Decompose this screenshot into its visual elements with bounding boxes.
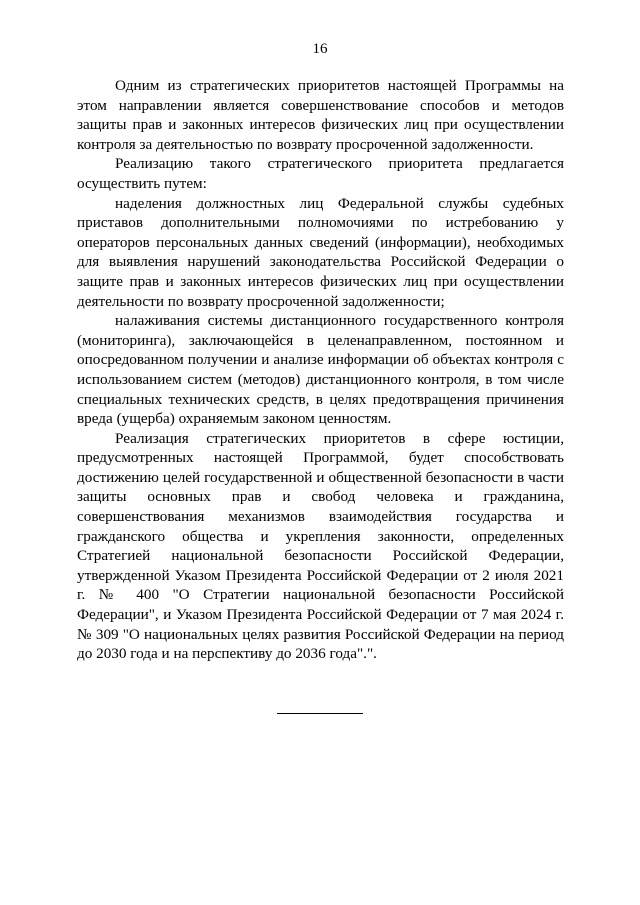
document-body — [77, 76, 564, 664]
page-number: 16 — [312, 41, 328, 57]
paragraph-security-goals: Реализация стратегических приоритетов в сфере юстиции, предусмотренных настоящей Программой, будет способствовать достижению целей государственной и общественной безопасности в части защиты основных прав и свобод человека и гражданина, совершенствования механизмов взаимодействия государства и гражданского общества и укрепления законности, определенных Стратегией национальной безопасности Российской Федерации, утвержденной Указом Президента Российской Федерации от 2 июля 2021 г. № 400 "О Стратегии национальной безопасности Российской Федерации", и Указом Президента Российской Федерации от 7 мая 2024 г. № 309 "О национальных целях развития Российской Федерации на период до 2030 года и на перспективу до 2036 года".". — [77, 429, 564, 663]
end-divider — [277, 713, 363, 714]
paragraph-implementation-intro: Реализацию такого стратегического приоритета предлагается осуществить путем: — [77, 155, 564, 192]
paragraph-remote-monitoring: налаживания системы дистанционного государственного контроля (мониторинга), заключающейся в целенаправленном, постоянном и опосредованном получении и анализе информации об объектах контроля с использованием систем (методов) дистанционного контроля, в том числе специальных технических средств, в целях предотвращения причинения вреда (ущерба) охраняемым законом ценностям. — [77, 312, 564, 428]
paragraph-bailiff-powers: наделения должностных лиц Федеральной службы судебных приставов дополнительными полномочиями по истребованию у операторов персональных данных сведений (информации), необходимых для выявления нарушений законодательства Российской Федерации о защите прав и законных интересов физических лиц при осуществлении деятельности по возврату просроченной задолженности; — [77, 194, 564, 310]
paragraph-strategic-priority: Одним из стратегических приоритетов настоящей Программы на этом направлении является совершенствование способов и методов защиты прав и законных интересов физических лиц при осуществлении контроля за деятельностью по возврату просроченной задолженности. — [77, 77, 564, 153]
